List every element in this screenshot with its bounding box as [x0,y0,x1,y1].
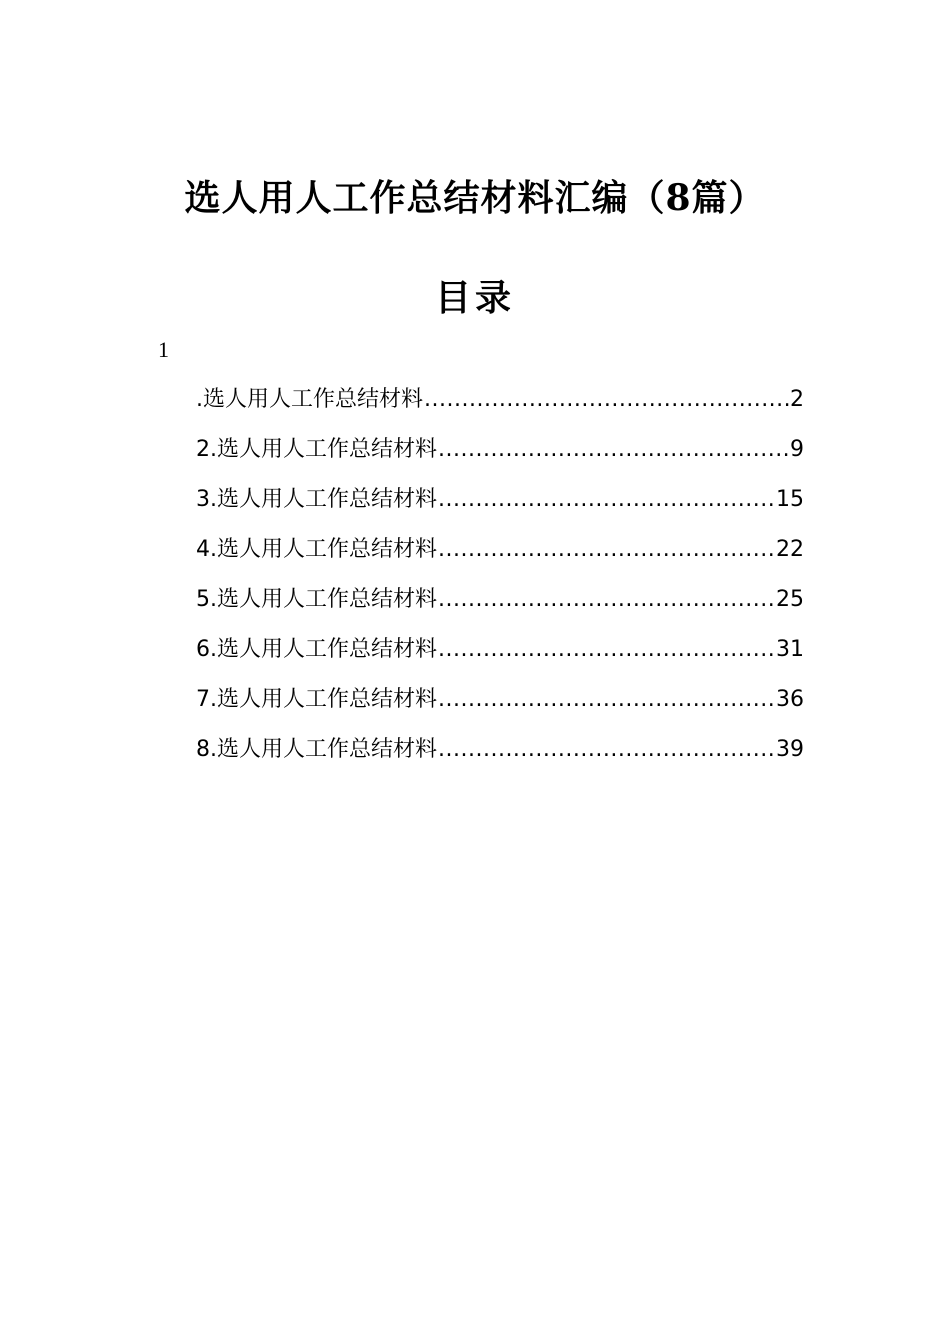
toc-entry-label: 5.选人用人工作总结材料 [196,587,437,612]
toc-entry-page: 39 [776,737,804,762]
toc-entry-label: 2.选人用人工作总结材料 [196,437,437,462]
toc-entry-2[interactable] [196,430,804,480]
toc-entry-label: 6.选人用人工作总结材料 [196,637,437,662]
table-of-contents [196,380,804,780]
document-title: 选人用人工作总结材料汇编（8篇） [184,177,766,219]
toc-entry-8[interactable] [196,730,804,780]
toc-dot-leader [438,430,789,470]
toc-entry-7[interactable] [196,680,804,730]
toc-entry-page: 36 [776,687,804,712]
toc-dot-leader [438,580,775,620]
page-marker: 1 [158,337,169,362]
toc-dot-leader [424,380,789,420]
toc-entry-page: 9 [790,437,804,462]
toc-entry-6[interactable] [196,630,804,680]
toc-dot-leader [438,680,775,720]
toc-entry-page: 31 [776,637,804,662]
toc-dot-leader [438,530,775,570]
toc-entry-1[interactable] [196,380,804,430]
toc-dot-leader [438,630,775,670]
toc-entry-label: 3.选人用人工作总结材料 [196,487,437,512]
toc-entry-label: 7.选人用人工作总结材料 [196,687,437,712]
toc-entry-3[interactable] [196,480,804,530]
toc-heading: 目录 [434,277,515,319]
toc-entry-4[interactable] [196,530,804,580]
toc-entry-label: 4.选人用人工作总结材料 [196,537,437,562]
toc-entry-page: 25 [776,587,804,612]
toc-entry-page: 22 [776,537,804,562]
toc-entry-label: 8.选人用人工作总结材料 [196,737,437,762]
toc-entry-label: .选人用人工作总结材料 [196,387,423,412]
toc-entry-5[interactable] [196,580,804,630]
toc-dot-leader [438,480,775,520]
toc-entry-page: 2 [790,387,804,412]
toc-entry-page: 15 [776,487,804,512]
toc-dot-leader [438,730,775,770]
